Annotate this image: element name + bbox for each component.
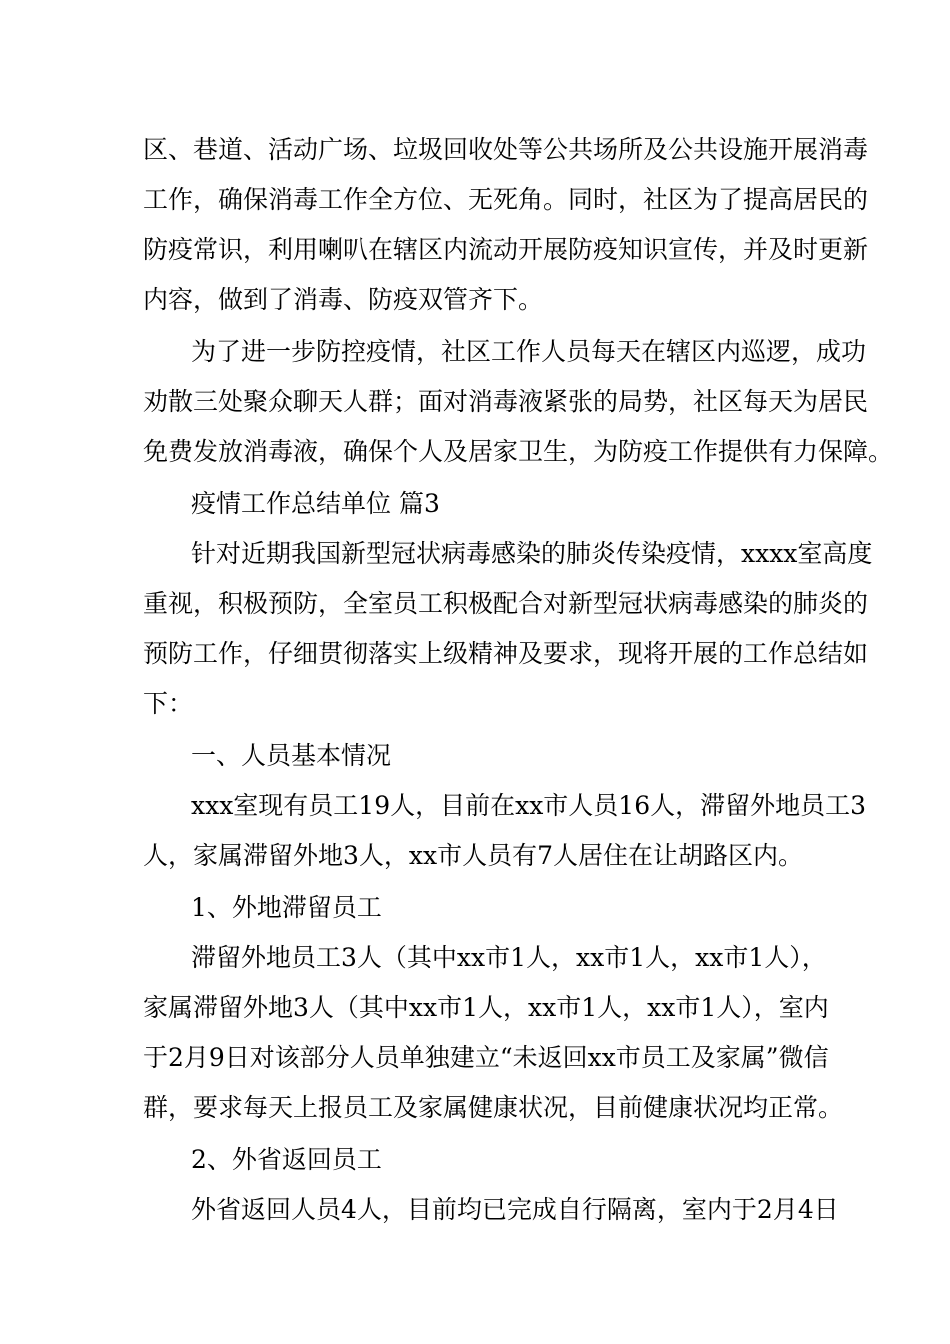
text-line: 外省返回人员4人，目前均已完成自行隔离，室内于2月4日 (191, 1195, 839, 1224)
section-heading: 一、人员基本情况 (191, 741, 392, 770)
subsection-heading: 1、外地滞留员工 (191, 893, 382, 922)
text-line: 重视，积极预防，全室员工积极配合对新型冠状病毒感染的肺炎的 (143, 589, 869, 618)
text-line: 劝散三处聚众聊天人群；面对消毒液紧张的局势，社区每天为居民 (143, 387, 869, 416)
text-line: 家属滞留外地3人（其中xx市1人，xx市1人，xx市1人），室内 (143, 993, 829, 1022)
text-line: 内容，做到了消毒、防疫双管齐下。 (143, 285, 544, 314)
text-line: 工作，确保消毒工作全方位、无死角。同时，社区为了提高居民的 (143, 185, 869, 214)
subsection-heading: 2、外省返回员工 (191, 1145, 382, 1174)
text-line: 下： (143, 689, 194, 718)
text-line: 滞留外地员工3人（其中xx市1人，xx市1人，xx市1人）， (191, 943, 827, 972)
text-line: 人，家属滞留外地3人，xx市人员有7人居住在让胡路区内。 (143, 841, 804, 870)
text-line: 区、巷道、活动广场、垃圾回收处等公共场所及公共设施开展消毒 (143, 135, 869, 164)
text-line: 防疫常识，利用喇叭在辖区内流动开展防疫知识宣传，并及时更新 (143, 235, 869, 264)
text-line: 群，要求每天上报员工及家属健康状况，目前健康状况均正常。 (143, 1093, 844, 1122)
text-line: 于2月9日对该部分人员单独建立“未返回xx市员工及家属”微信 (143, 1043, 829, 1072)
text-line: 为了进一步防控疫情，社区工作人员每天在辖区内巡逻，成功 (191, 337, 867, 366)
text-line: xxx室现有员工19人，目前在xx市人员16人，滞留外地员工3 (191, 791, 867, 820)
text-line: 针对近期我国新型冠状病毒感染的肺炎传染疫情，xxxx室高度 (191, 539, 873, 568)
text-line: 预防工作，仔细贯彻落实上级精神及要求，现将开展的工作总结如 (143, 639, 869, 668)
text-line: 免费发放消毒液，确保个人及居家卫生，为防疫工作提供有力保障。 (143, 437, 894, 466)
section-heading: 疫情工作总结单位 篇3 (191, 489, 440, 518)
